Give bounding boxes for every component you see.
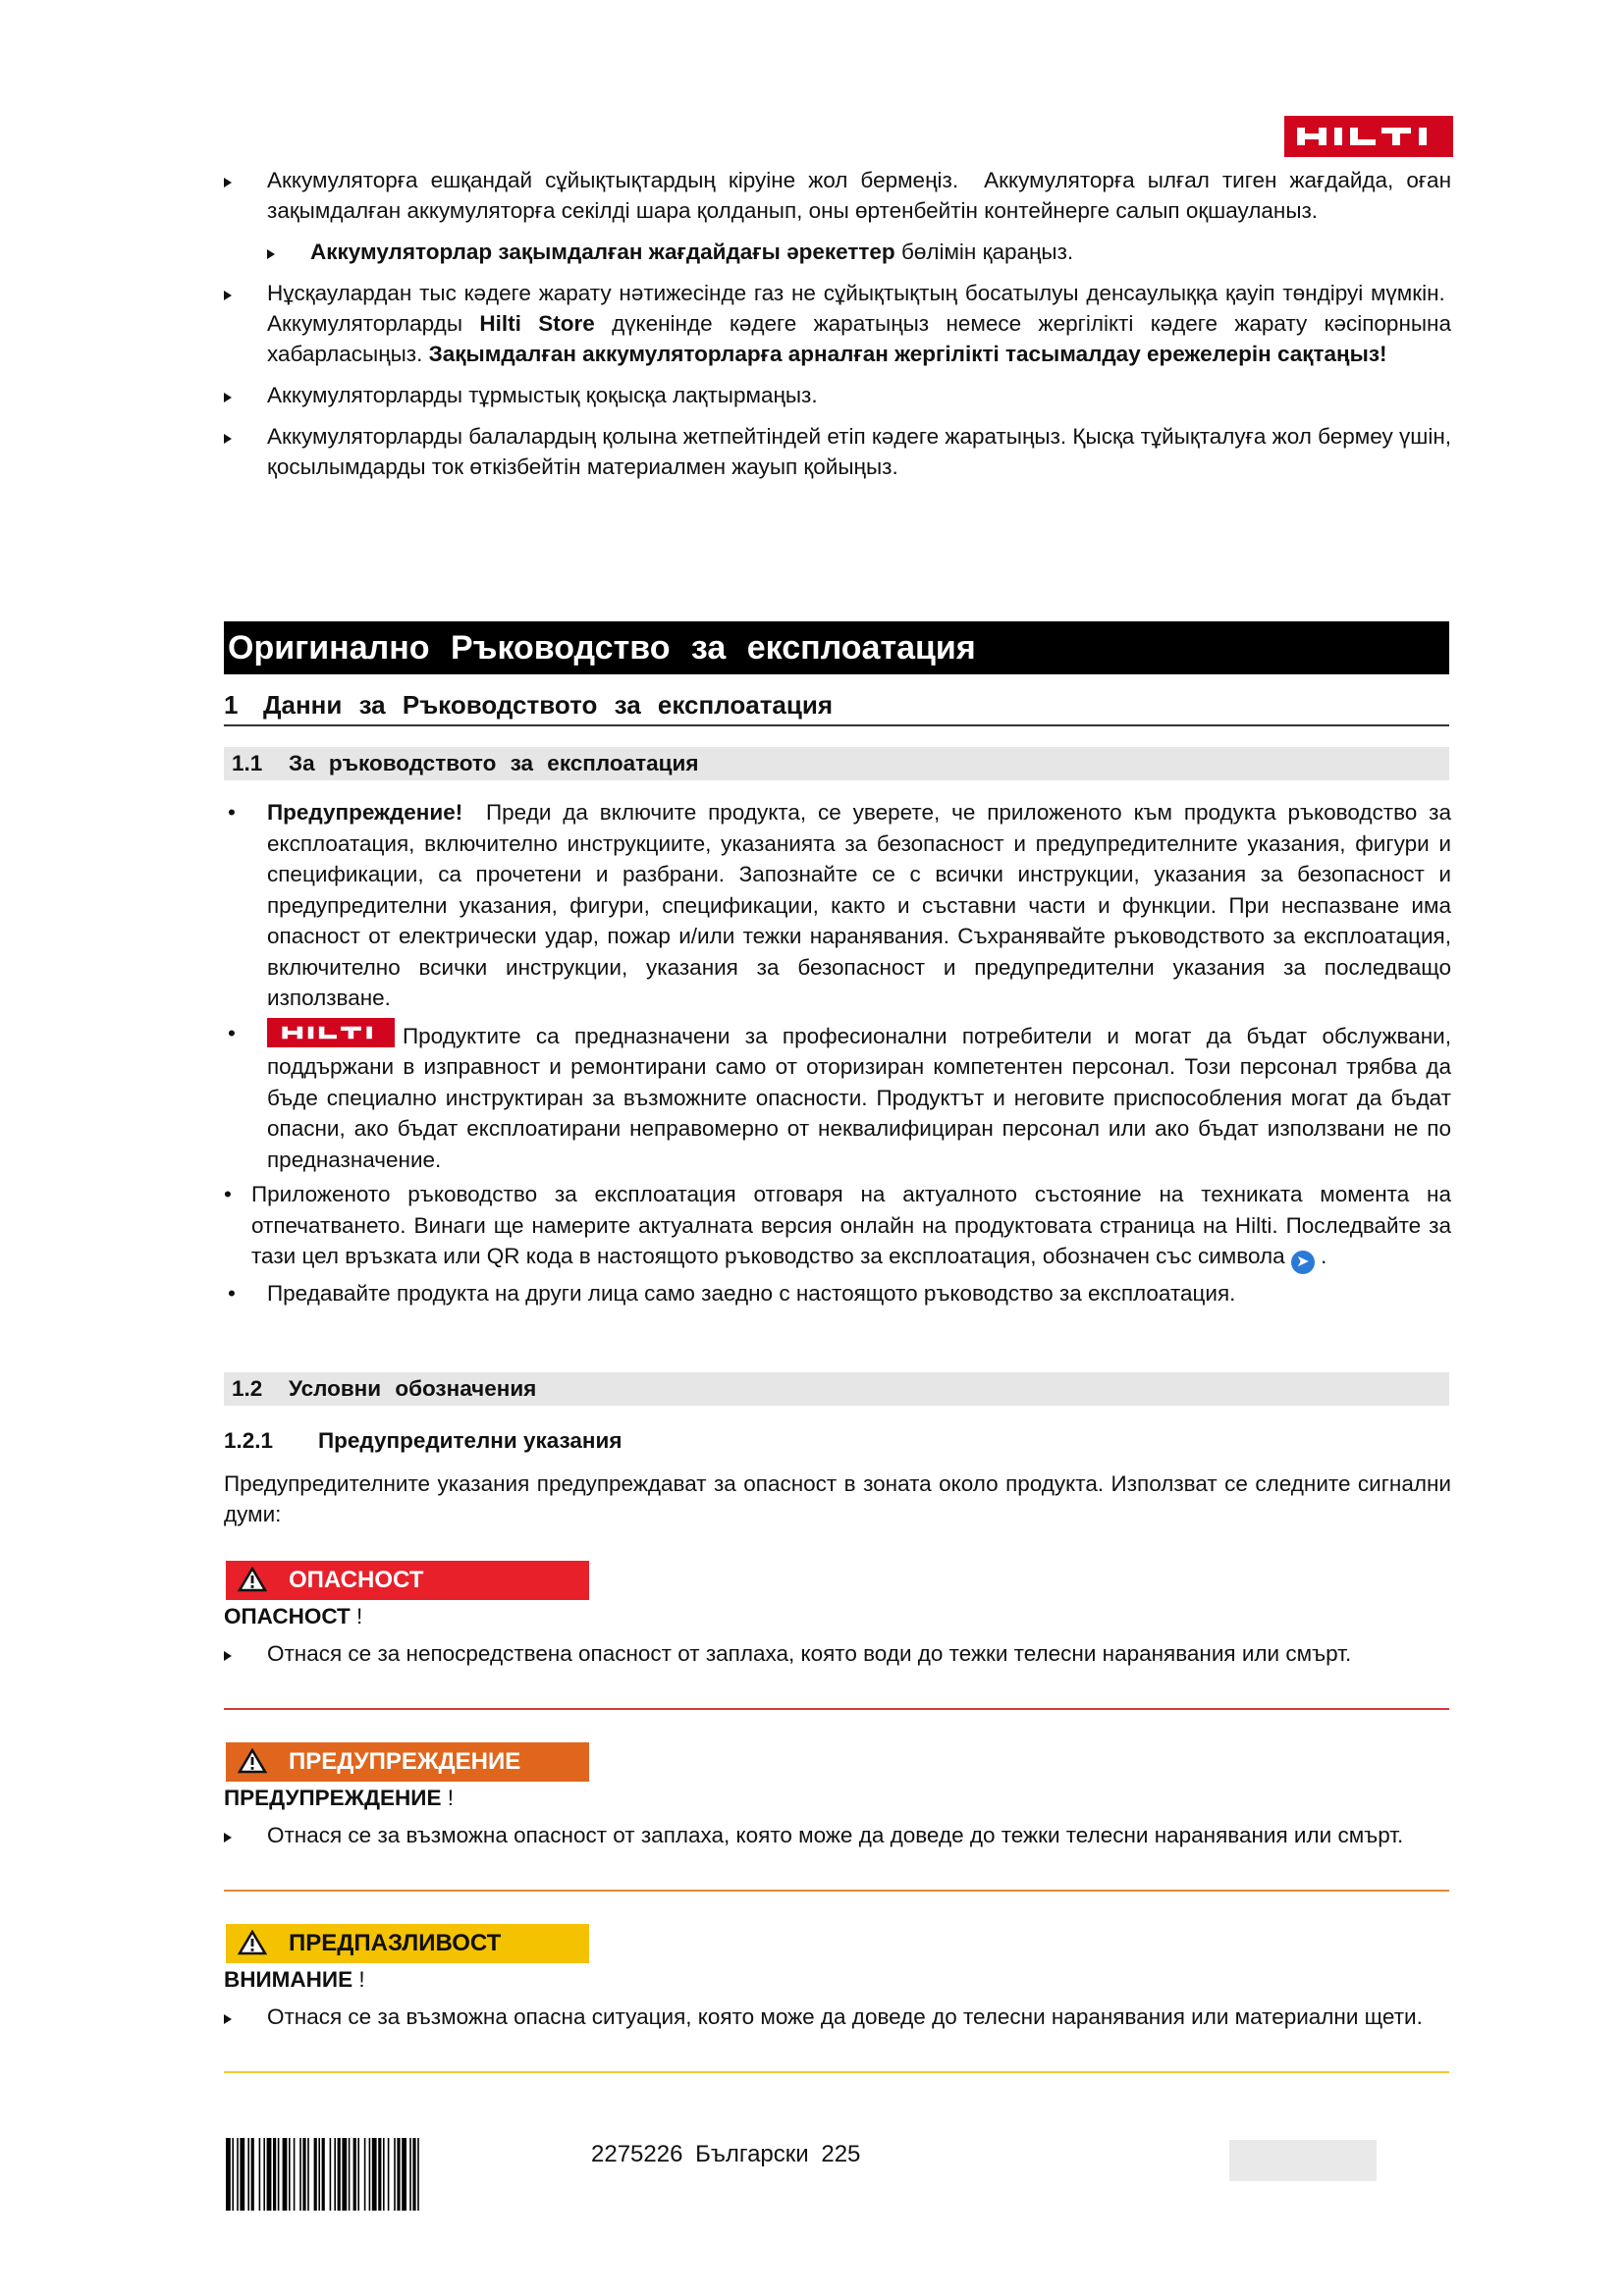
signal-divider: [224, 1890, 1449, 1892]
section-1-2-1-heading: [224, 1426, 622, 1456]
list-item: • Приложеното ръководство за експлоатация отговаря на актуалното състояние на техниката момента на отпечатването. Винаги ще намерите актуалната версия онлайн на продуктовата страница на Hilti. Последвайте за тази цел връзката или QR кода в настоящото ръководство за експлоатация, обозначен със символа ➤ .: [224, 1179, 1451, 1274]
barcode: [226, 2138, 560, 2211]
section-title: За ръководството за експлоатация: [289, 751, 699, 775]
triangle-bullet-icon: [267, 237, 297, 267]
signal-divider: [224, 1708, 1449, 1710]
bullet-dot: •: [228, 1281, 236, 1306]
signal-word-banner: [226, 1561, 589, 1600]
signal-word-title: ПРЕДУПРЕЖДЕНИЕ !: [224, 1786, 454, 1810]
list-item: Аккумуляторға ешқандай сұйықтықтардың кіруіне жол бермеңіз. Аккумуляторға ылғал тиген жағдайда, оған зақымдалған аккумуляторға секілді шара қолданып, оны өртенбейтін контейнерге салып оқшауланыз.: [224, 165, 1451, 226]
list-item: Аккумуляторларды балалардың қолына жетпейтіндей етіп кәдеге жаратыңыз. Қысқа тұйықталуға жол бермеу үшін, қосылымдарды ток өткізбейтін материалмен жауып қойыңыз.: [224, 421, 1451, 482]
triangle-bullet-icon: [224, 1638, 232, 1669]
main-title: Оригинално Ръководство за експлоатация: [224, 621, 1449, 674]
list-item: • Предавайте продукта на други лица само заедно с настоящото ръководство за експлоатация.: [224, 1278, 1451, 1309]
hilti-logo: [1284, 116, 1453, 157]
signal-word-label: ПРЕДПАЗЛИВОСТ: [289, 1930, 502, 1956]
section-1-1-heading: [224, 747, 1449, 780]
triangle-bullet-icon: [224, 421, 253, 452]
signal-word-description: Отнася се за непосредствена опасност от заплаха, която води до тежки телесни наранявания или смърт.: [224, 1638, 1451, 1669]
footer-gray-box: [1229, 2140, 1377, 2181]
signal-word-title: ОПАСНОСТ !: [224, 1604, 363, 1629]
signal-word-title: ВНИМАНИЕ !: [224, 1967, 365, 1992]
section-1-1-list: [224, 797, 1451, 1313]
warning-triangle-icon: [238, 1567, 267, 1592]
warnings-intro: Предупредителните указания предупреждават за опасност в зоната около продукта. Използват се следните сигнални думи:: [224, 1471, 1451, 1526]
section-number: 1.1: [232, 751, 263, 775]
section-1-2-heading: [224, 1372, 1449, 1406]
page-footer: 2275226 Български 225: [591, 2141, 861, 2167]
bullet-dot: •: [224, 1182, 232, 1206]
section-number: 1: [224, 690, 239, 720]
triangle-bullet-icon: [224, 278, 253, 308]
triangle-bullet-icon: [224, 165, 253, 195]
signal-divider: [224, 2071, 1449, 2073]
section-number: 1.2: [232, 1376, 263, 1401]
bullet-dot: •: [228, 800, 236, 825]
bullet-dot: •: [228, 1020, 236, 1045]
signal-word-label: ПРЕДУПРЕЖДЕНИЕ: [289, 1748, 521, 1775]
warning-triangle-icon: [238, 1748, 267, 1774]
list-item: • Продуктите са предназначени за професионални потребители и могат да бъдат обслужвани, поддържани в изправност и ремонтирани само от оторизиран компетентен персонал. Този персонал трябва да бъде специално инструктиран за възможните опасности. Продуктът и неговите приспособления могат да бъдат опасни, ако бъдат експлоатирани неправомерно от неквалифициран персонал или ако бъдат използвани не по предназначение.: [224, 1018, 1451, 1176]
warning-triangle-icon: [238, 1930, 267, 1955]
triangle-bullet-icon: [224, 2002, 232, 2032]
signal-word-banner: [226, 1742, 589, 1782]
triangle-bullet-icon: [224, 380, 253, 410]
list-item: Аккумуляторлар зақымдалған жағдайдағы әрекеттер бөлімін қараңыз.: [224, 237, 1451, 267]
list-item: • Предупреждение! Преди да включите продукта, се уверете, че приложеното към продукта ръководство за експлоатация, включително инструкциите, указанията за безопасност и предупредителните указания, фигури и спецификации, са прочетени и разбрани. Запознайте се с всички инструкции, указания за безопасност и предупредителни указания, фигури, спецификации, както и съставни части и функции. При неспазване има опасност от електрически удар, пожар и/или тежки наранявания. Съхранявайте ръководството за експлоатация, включително всички инструкции, указания за безопасност и предупредителни указания за последващо използване.: [224, 797, 1451, 1014]
section-1-heading: [224, 685, 1449, 726]
list-item: Аккумуляторларды тұрмыстық қоқысқа лақтырмаңыз.: [224, 380, 1451, 410]
kazakh-bullet-list: [224, 165, 1451, 493]
section-title: Предупредителни указания: [318, 1428, 623, 1453]
list-item: Нұсқаулардан тыс кәдеге жарату нәтижесінде газ не сұйықтықтың босатылуы денсаулыққа қауіп төндіруі мүмкін. Аккумуляторларды Hilti Store дүкенінде кәдеге жаратыңыз немесе жергілікті кәдеге жарату кәсіпорнына хабарласыңыз. Зақымдалған аккумуляторларға арналған жергілікті тасымалдау ережелерін сақтаңыз!: [224, 278, 1451, 369]
signal-word-banner: [226, 1924, 589, 1963]
section-number: 1.2.1: [224, 1428, 274, 1453]
section-title: Условни обозначения: [289, 1376, 537, 1401]
signal-word-description: Отнася се за възможна опасна ситуация, която може да доведе до телесни наранявания или материални щети.: [224, 2002, 1451, 2032]
triangle-bullet-icon: [224, 1820, 232, 1850]
signal-word-label: ОПАСНОСТ: [289, 1567, 424, 1593]
hilti-inline-logo: [267, 1018, 395, 1047]
section-title: Данни за Ръководството за експлоатация: [263, 690, 834, 720]
signal-word-description: Отнася се за възможна опасност от заплаха, която може да доведе до тежки телесни наранявания или смърт.: [224, 1820, 1451, 1850]
